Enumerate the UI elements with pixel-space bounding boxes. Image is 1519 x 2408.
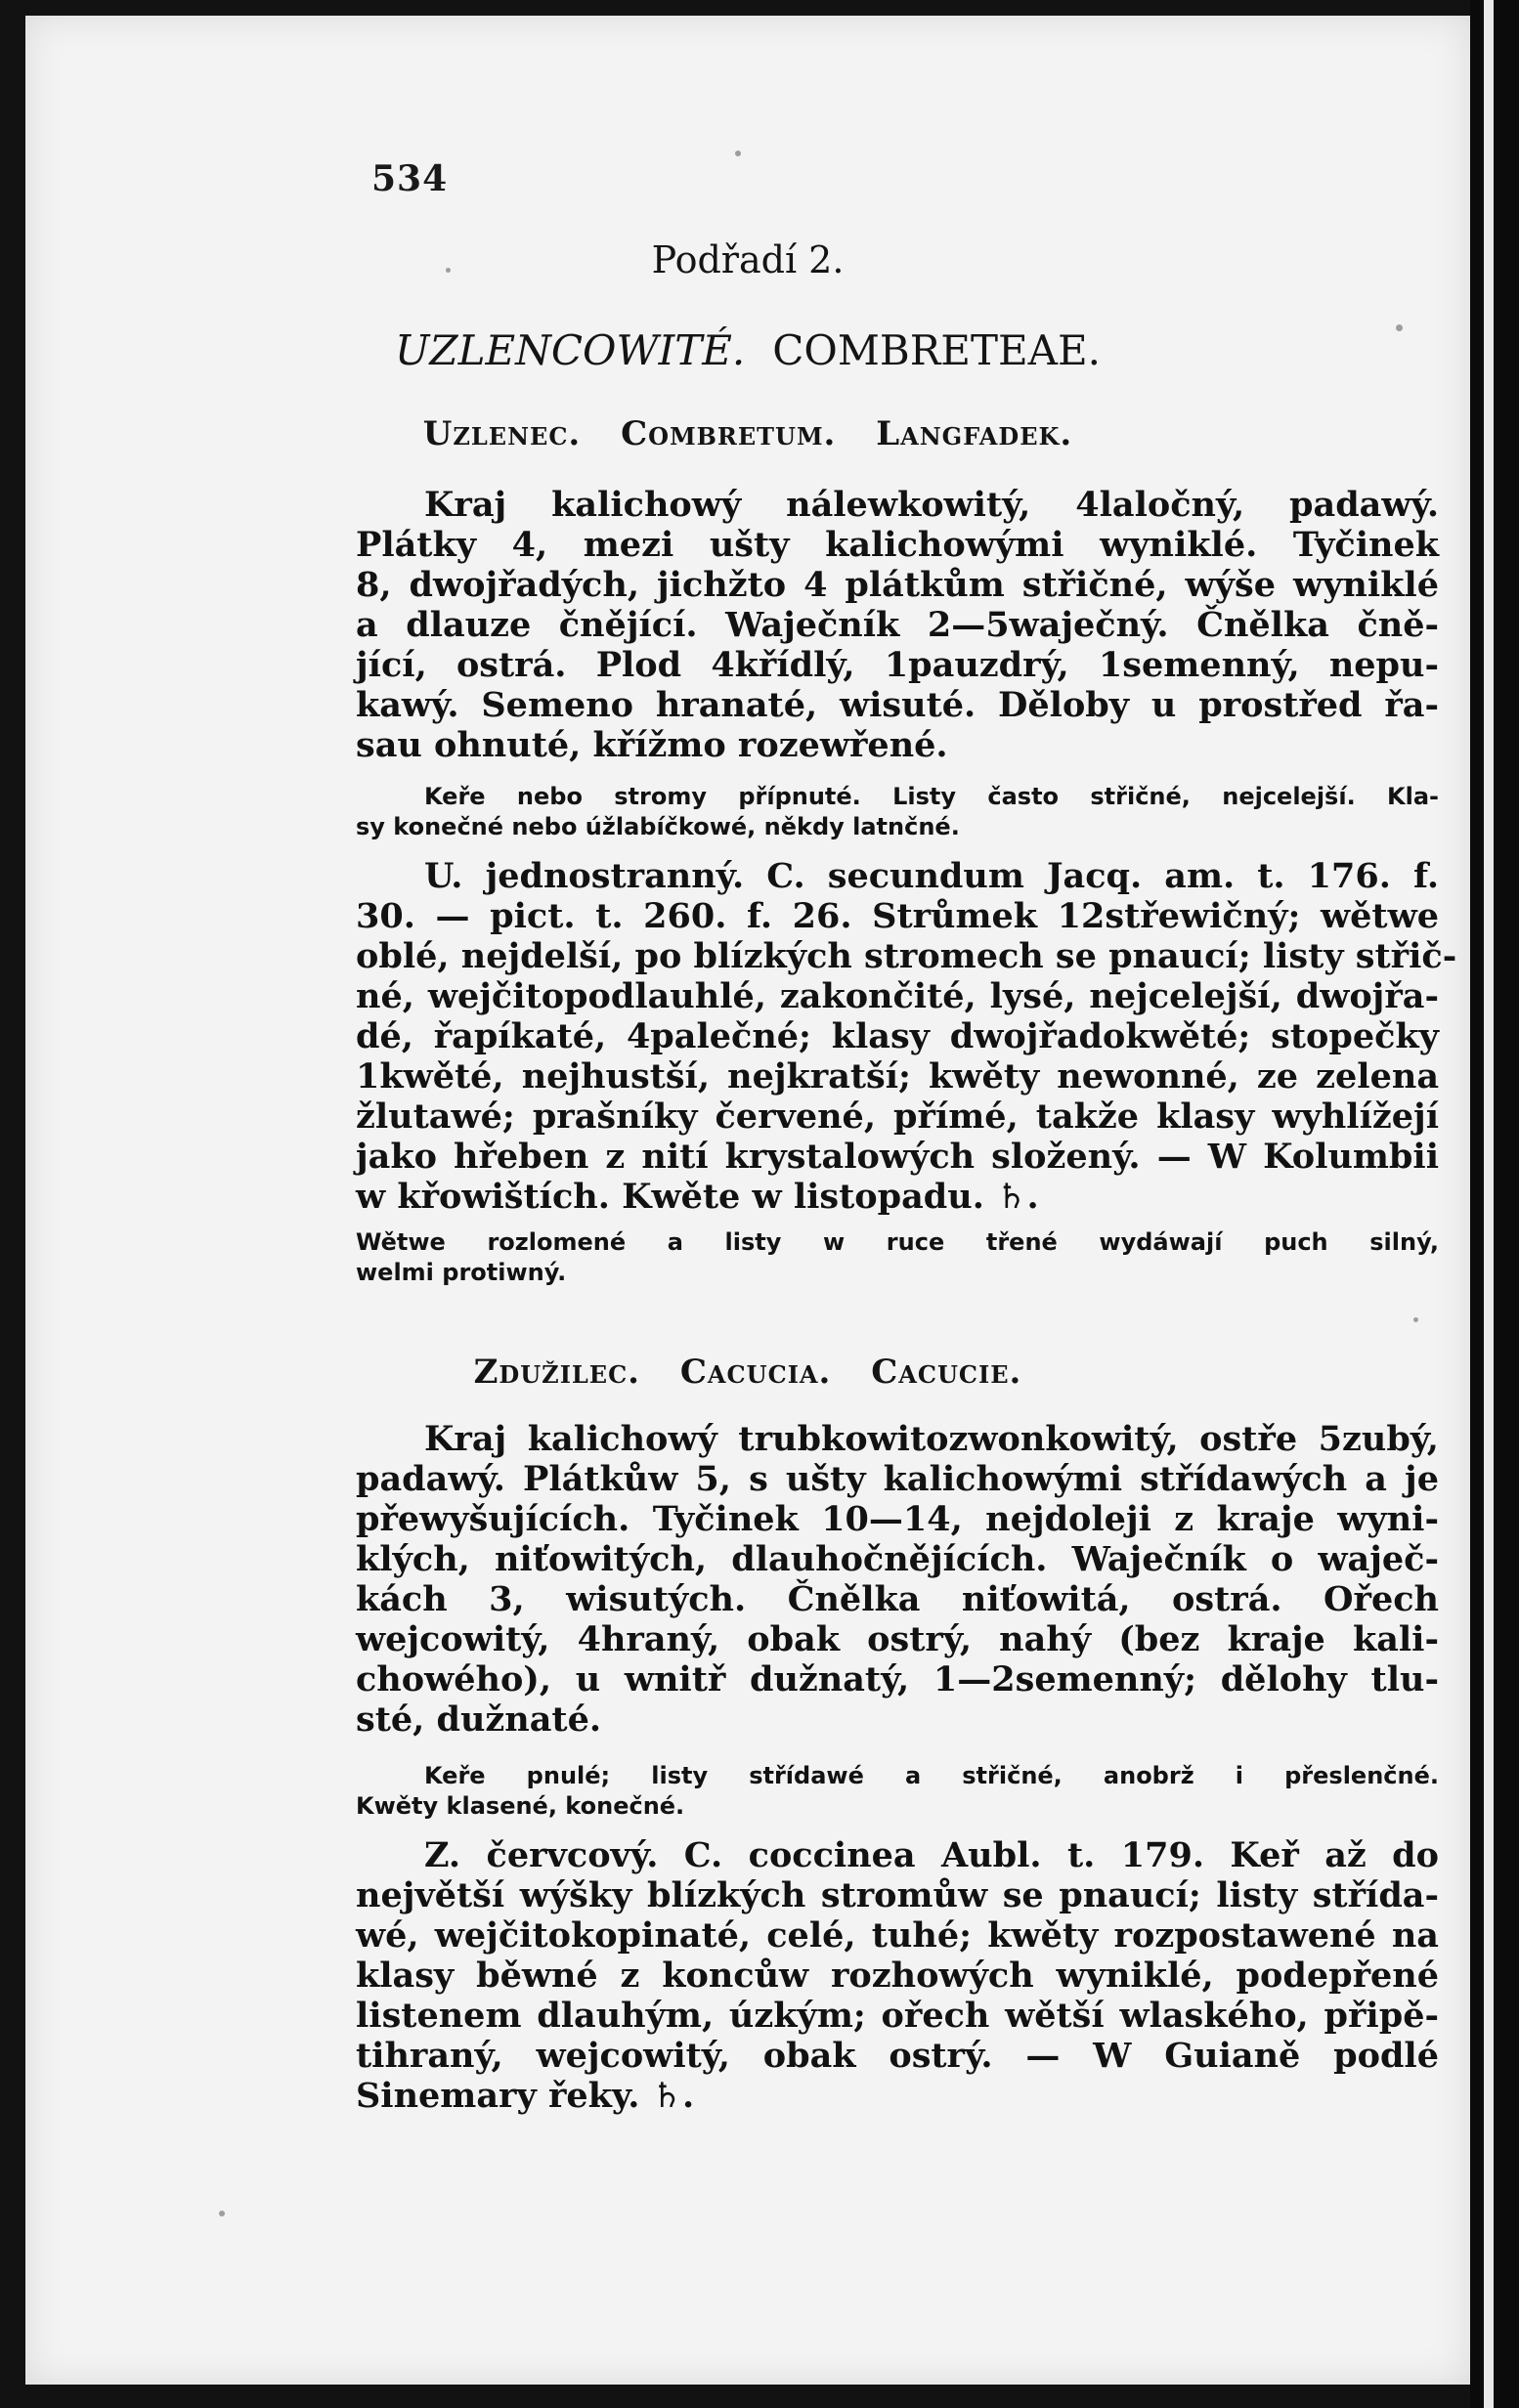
text-line: přewyšujících. Tyčinek 10—14, nejdoleji z kraje wyni- (356, 1499, 1439, 1539)
text-line: Z. červcový. C. coccinea Aubl. t. 179. Keř až do (424, 1835, 1439, 1875)
species1-note (356, 1227, 1439, 1288)
text-line: 8, dwojřadých, jichžto 4 plátkům střičné, wýše wyniklé (356, 565, 1439, 605)
text-line: žlutawé; prašníky červené, přímé, takže klasy wyhlížejí (356, 1096, 1439, 1137)
text-line: chowého), u wnitř dužnatý, 1—2semenný; dělohy tlu- (356, 1659, 1439, 1699)
book-page (25, 16, 1470, 2385)
genus2-note (356, 1761, 1439, 1822)
genus2-other: Cacucie. (871, 1353, 1022, 1392)
text-line: Sinemary řeky. ♄. (356, 2076, 695, 2116)
text-line: klasy běwné z koncůw rozhowých wyniklé, podepřené (356, 1956, 1439, 1996)
speck (219, 2211, 225, 2216)
text-line: Wětwe rozlomené a listy w ruce třené wydáwají puch silný, (356, 1228, 1439, 1256)
genus2-latin: Cacucia. (679, 1353, 832, 1392)
family-title (25, 326, 1470, 374)
text-line: né, wejčitopodlauhlé, zakončité, lysé, nejcelejší, dwojřa- (356, 976, 1439, 1016)
genus1-description (356, 485, 1439, 765)
genus1-header (25, 414, 1470, 453)
text-line: Kraj kalichowý trubkowitozwonkowitý, ostře 5zubý, (424, 1419, 1439, 1459)
text-line: welmi protiwný. (356, 1259, 567, 1286)
text-line: sté, dužnaté. (356, 1699, 602, 1740)
text-line: jící, ostrá. Plod 4křídlý, 1pauzdrý, 1semenný, nepu- (356, 645, 1439, 685)
genus2-description (356, 1419, 1439, 1740)
text-line: Kraj kalichowý nálewkowitý, 4laločný, padawý. (424, 485, 1439, 525)
text-line: Keře pnulé; listy střídawé a střičné, anobrž i přeslenčné. (424, 1762, 1439, 1789)
text-line: kách 3, wisutých. Čnělka niťowitá, ostrá. Ořech (356, 1579, 1439, 1619)
species1-entry (356, 856, 1457, 1217)
genus1-german: Langfadek. (876, 414, 1073, 453)
text-line: největší wýšky blízkých stromůw se pnaucí; listy střída- (356, 1875, 1439, 1915)
family-latin-name: COMBRETEAE. (772, 326, 1101, 374)
speck (1413, 1317, 1418, 1322)
genus1-latin: Combretum. (621, 414, 837, 453)
text-line: Kwěty klasené, konečné. (356, 1792, 685, 1820)
text-line: wejcowitý, 4hraný, obak ostrý, nahý (bez kraje kali- (356, 1619, 1439, 1659)
text-line: tihraný, wejcowitý, obak ostrý. — W Guianě podlé (356, 2036, 1439, 2076)
text-line: 30. — pict. t. 260. f. 26. Strůmek 12střewičný; wětwe (356, 896, 1439, 936)
family-czech-name: UZLENCOWITÉ. (395, 326, 746, 374)
text-line: wé, wejčitokopinaté, celé, tuhé; kwěty rozpostawené na (356, 1915, 1439, 1956)
genus2-header (25, 1353, 1470, 1392)
text-line: kawý. Semeno hranaté, wisuté. Děloby u prostřed řa- (356, 685, 1439, 725)
text-line: sau ohnuté, křížmo rozewřené. (356, 725, 948, 765)
text-line: klých, niťowitých, dlauhočnějících. Waječník o waječ- (356, 1539, 1439, 1579)
text-line: Plátky 4, mezi ušty kalichowými wyniklé. Tyčinek (356, 525, 1439, 565)
genus1-czech: Uzlenec. (422, 414, 582, 453)
text-line: U. jednostranný. C. secundum Jacq. am. t. 176. f. (424, 856, 1439, 896)
text-line: oblé, nejdelší, po blízkých stromech se pnaucí; listy střič- (356, 936, 1457, 976)
text-line: jako hřeben z nití krystalowých složený. — W Kolumbii (356, 1137, 1439, 1177)
text-line: 1kwěté, nejhustší, nejkratší; kwěty newonné, ze zelena (356, 1056, 1439, 1096)
genus1-note (356, 782, 1439, 842)
speck (735, 150, 741, 156)
text-line: w křowištích. Kwěte w listopadu. ♄. (356, 1177, 1039, 1217)
text-line: sy konečné nebo úžlabíčkowé, někdy latnčné. (356, 813, 960, 840)
text-line: dé, řapíkaté, 4palečné; klasy dwojřadokwěté; stopečky (356, 1016, 1439, 1056)
text-line: Keře nebo stromy přípnuté. Listy často střičné, nejcelejší. Kla- (424, 783, 1439, 810)
section-subtitle: Podřadí 2. (651, 238, 845, 281)
text-line: listenem dlauhým, úzkým; ořech wětší wlaského, připě- (356, 1996, 1439, 2036)
page-number: 534 (371, 158, 449, 199)
text-line: a dlauze čnějící. Waječník 2—5waječný. Čnělka čně- (356, 605, 1439, 645)
text-line: padawý. Plátkůw 5, s ušty kalichowými střídawých a je (356, 1459, 1439, 1499)
scan-edge (1470, 0, 1519, 2408)
scan-edge-strip (1484, 0, 1494, 2408)
genus2-czech: Zdužilec. (473, 1353, 641, 1392)
species2-entry (356, 1835, 1439, 2116)
